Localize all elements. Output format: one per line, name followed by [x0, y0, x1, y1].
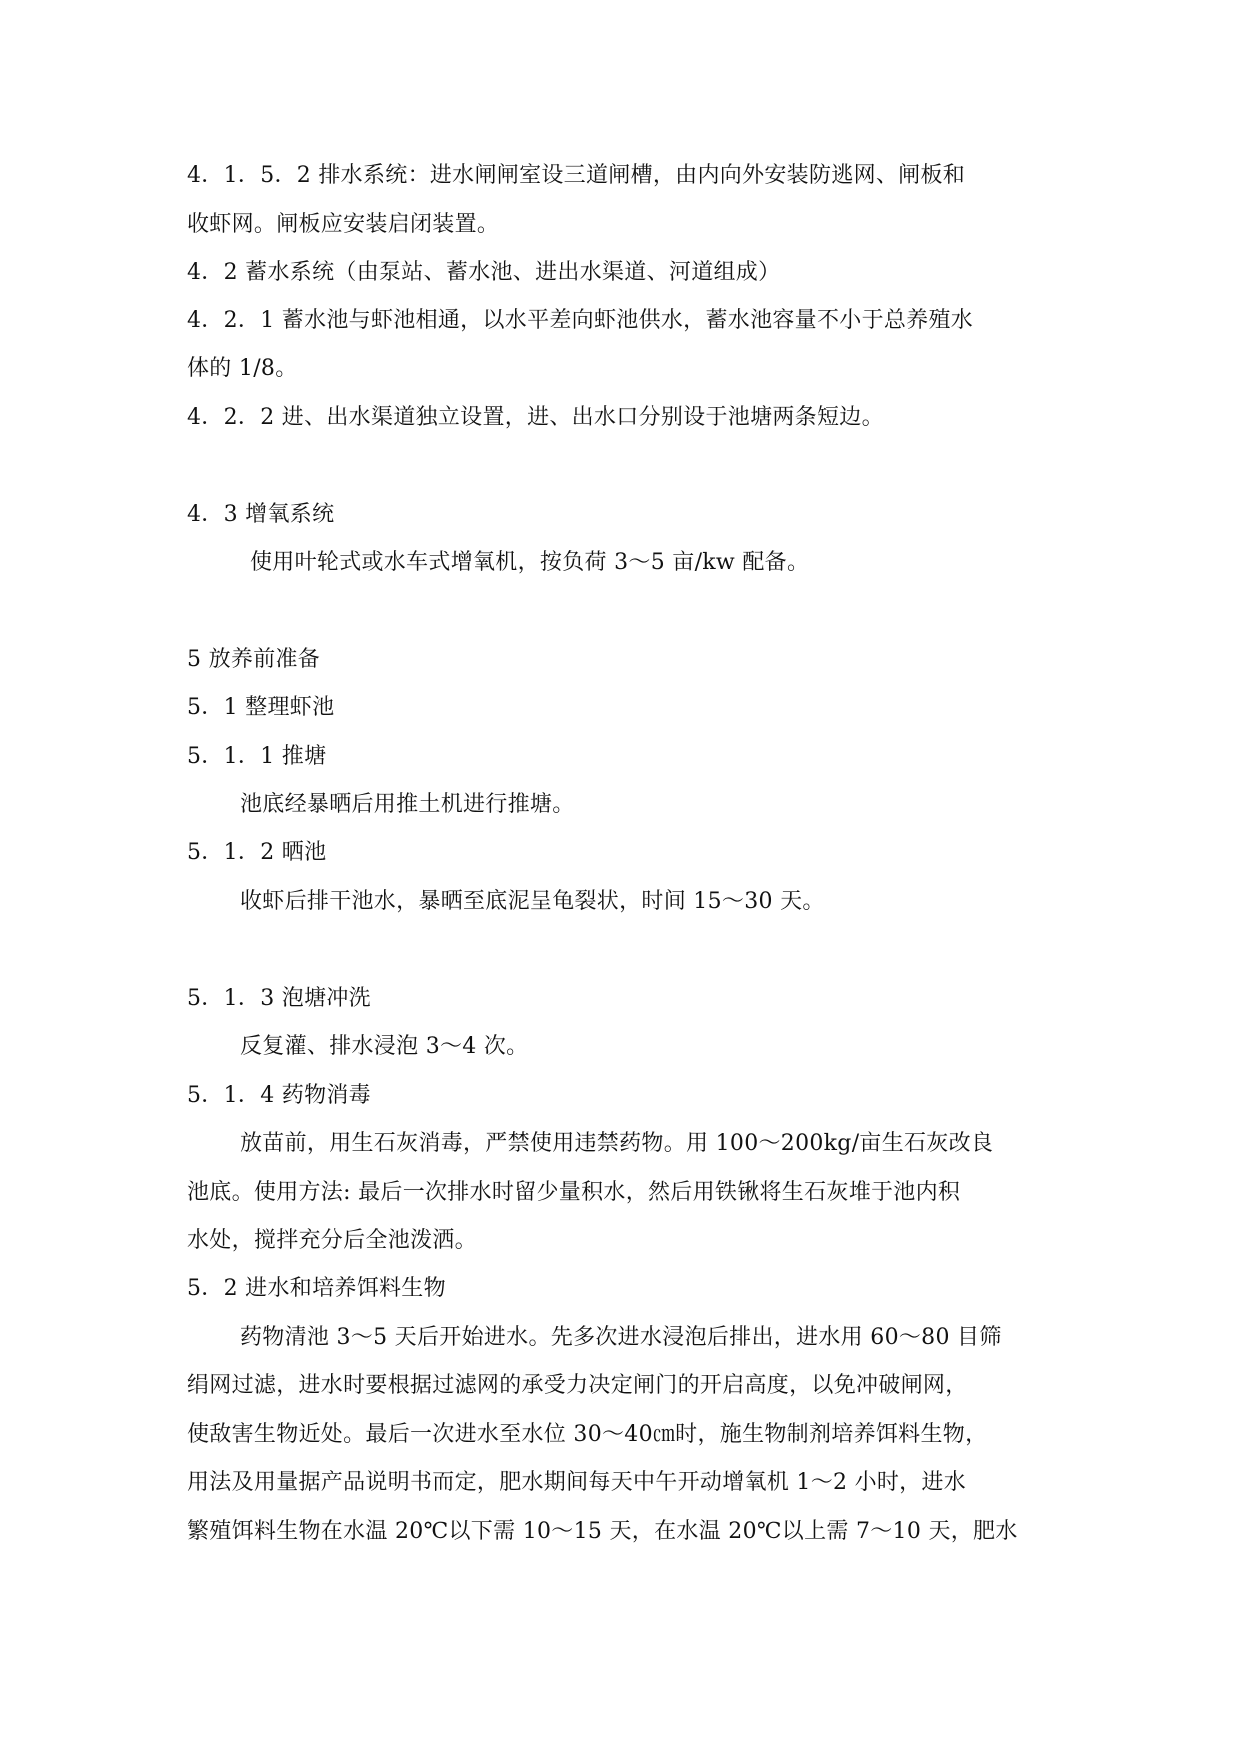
section-heading: 5．1．1 推塘: [187, 744, 327, 769]
text-line: 反复灌、排水浸泡 3～4 次。: [240, 1034, 529, 1059]
section-heading: 5．1 整理虾池: [187, 695, 335, 720]
text-line: 放苗前，用生石灰消毒，严禁使用违禁药物。用 100～200kg/亩生石灰改良: [240, 1131, 994, 1156]
text-line: 药物清池 3～5 天后开始进水。先多次进水浸泡后排出，进水用 60～80 目筛: [240, 1325, 1002, 1350]
section-heading: 5 放养前准备: [187, 647, 321, 672]
text-line: 使用叶轮式或水车式增氧机，按负荷 3～5 亩/kw 配备。: [250, 550, 810, 575]
text-line: 绢网过滤，进水时要根据过滤网的承受力决定闸门的开启高度，以免冲破闸网，: [187, 1373, 968, 1398]
section-heading: 5．1．3 泡塘冲洗: [187, 986, 371, 1011]
text-line: 4．1．5．2 排水系统：进水闸闸室设三道闸槽，由内向外安装防逃网、闸板和: [187, 163, 966, 188]
text-line: 收虾网。闸板应安装启闭装置。: [187, 212, 500, 237]
text-line: 收虾后排干池水，暴晒至底泥呈龟裂状，时间 15～30 天。: [240, 889, 825, 914]
section-heading: 5．1．2 晒池: [187, 840, 327, 865]
text-line: 4．2．1 蓄水池与虾池相通，以水平差向虾池供水，蓄水池容量不小于总养殖水: [187, 308, 974, 333]
section-heading: 5．2 进水和培养饵料生物: [187, 1276, 446, 1301]
section-heading: 5．1．4 药物消毒: [187, 1083, 371, 1108]
text-line: 池底。使用方法: 最后一次排水时留少量积水，然后用铁锹将生石灰堆于池内积: [187, 1180, 961, 1205]
text-line: 4．2．2 进、出水渠道独立设置，进、出水口分别设于池塘两条短边。: [187, 405, 884, 430]
text-line: 用法及用量据产品说明书而定，肥水期间每天中午开动增氧机 1～2 小时，进水: [187, 1470, 967, 1495]
text-line: 池底经暴晒后用推土机进行推塘。: [240, 792, 575, 817]
text-line: 繁殖饵料生物在水温 20℃以下需 10～15 天，在水温 20℃以上需 7～10 天，肥水: [187, 1519, 1018, 1544]
text-line: 水处，搅拌充分后全池泼洒。: [187, 1228, 477, 1253]
section-heading: 4．2 蓄水系统（由泵站、蓄水池、进出水渠道、河道组成）: [187, 260, 781, 285]
text-line: 体的 1/8。: [187, 356, 298, 381]
section-heading: 4．3 增氧系统: [187, 502, 335, 527]
text-line: 使敌害生物近处。最后一次进水至水位 30～40㎝时，施生物制剂培养饵料生物，: [187, 1422, 988, 1447]
